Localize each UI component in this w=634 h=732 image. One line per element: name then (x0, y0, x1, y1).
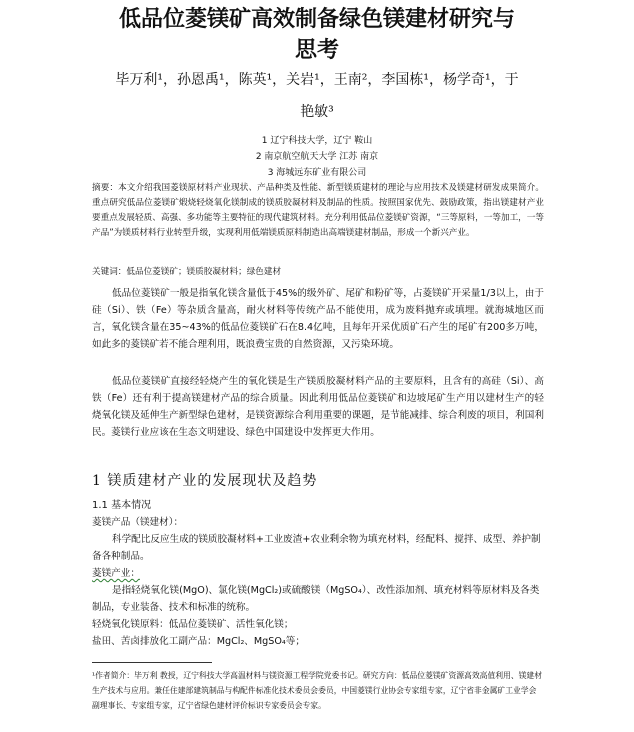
subsection-heading: 1.1 基本情况 (92, 500, 152, 511)
term-label: 菱镁产品（镁建材）： (92, 517, 184, 528)
term-label: 菱镁产业： (92, 568, 140, 579)
footnote: ¹作者简介：毕万利 教授，辽宁科技大学高温材料与镁资源工程学院党委书记。研究方向：低品位菱镁矿资源高效高值利用、镁建材生产技术与应用。兼任住建部建筑制品与构配件标准化技术委员会委员，中国菱镁行业协会专家组专家，辽宁省非金属矿工业学会副理事长、专家组专家，辽宁省绿色建材评价标识专家委员会专家。 (92, 671, 543, 710)
abstract: 摘要：本文介绍我国菱镁原材料产业现状、产品种类及性能、新型镁质建材的理论与应用技术及镁建材研发成果简介。重点研究低品位菱镁矿煅烧轻烧氧化镁制成的镁质胶凝材料及制品的性质。按照国家优先、鼓励政策，指出镁建材产业要重点发展轻质、高强、多功能等主要特征的现代建筑材料。充分利用低品位菱镁矿资源，“三等原料，一等加工，一等产品”为镁质材料行业转型升级，实现利用低端镁质原料制造出高端镁建材制品，形成一个新兴产业。 (92, 183, 544, 238)
author-list-line-1: 毕万利¹，孙恩禹¹，陈英¹，关岩¹，王南²，李国栋¹，杨学奇¹，于 (115, 72, 519, 88)
body-paragraph: 低品位菱镁矿一般是指氧化镁含量低于45%的级外矿、尾矿和粉矿等，占菱镁矿开采量1/3以上，由于硅（Si）、铁（Fe）等杂质含量高，耐火材料等传统产品不能使用，成为废料抛弃或填埋。就海城地区而言，氧化镁含量在35~43%的低品位菱镁矿石在8.4亿吨，且每年开采优质矿石产生的尾矿有200多万吨，如此多的菱镁矿若不能合理利用，既浪费宝贵的自然资源，又污染环境。 (92, 288, 544, 350)
term-definition: 科学配比反应生成的镁质胶凝材料+工业废渣+农业剩余物为填充材料，经配料、搅拌、成型、养护制备各种制品。 (92, 534, 541, 562)
affiliation-3: 3 海城远东矿业有限公司 (267, 168, 367, 178)
list-line: 盐田、苦卤排放化工副产品：MgCl₂、MgSO₄等； (92, 636, 305, 647)
list-line: 轻烧氧化镁原料：低品位菱镁矿、活性氧化镁； (92, 619, 294, 630)
section-heading: 1 镁质建材产业的发展现状及趋势 (92, 473, 318, 489)
keywords: 关键词：低品位菱镁矿；镁质胶凝材料；绿色建材 (92, 267, 282, 277)
author-list-line-2: 艳敏³ (300, 104, 334, 120)
term-definition: 是指轻烧氧化镁(MgO)、氯化镁(MgCl₂)或硫酸镁（MgSO₄）、改性添加剂、填充材料等原材料及各类制品，专业装备、技术和标准的统称。 (92, 585, 540, 613)
footnote-divider (92, 662, 212, 663)
paper-title-line-2: 思考 (294, 38, 339, 63)
paper-title-line-1: 低品位菱镁矿高效制备绿色镁建材研究与 (118, 7, 515, 32)
body-paragraph: 低品位菱镁矿直接经轻烧产生的氧化镁是生产镁质胶凝材料产品的主要原料，且含有的高硅（Si）、高铁（Fe）还有利于提高镁建材产品的综合质量。因此利用低品位菱镁矿和边坡尾矿生产用以建材生产的轻烧氧化镁及延伸生产新型绿色建材，是镁资源综合利用重要的课题，是节能减排、综合利废的项目，利国利民。菱镁行业应该在生态文明建设、绿色中国建设中发挥更大作用。 (92, 376, 544, 438)
affiliation-2: 2 南京航空航天大学 江苏 南京 (255, 152, 379, 162)
affiliation-1: 1 辽宁科技大学，辽宁 鞍山 (261, 136, 373, 146)
